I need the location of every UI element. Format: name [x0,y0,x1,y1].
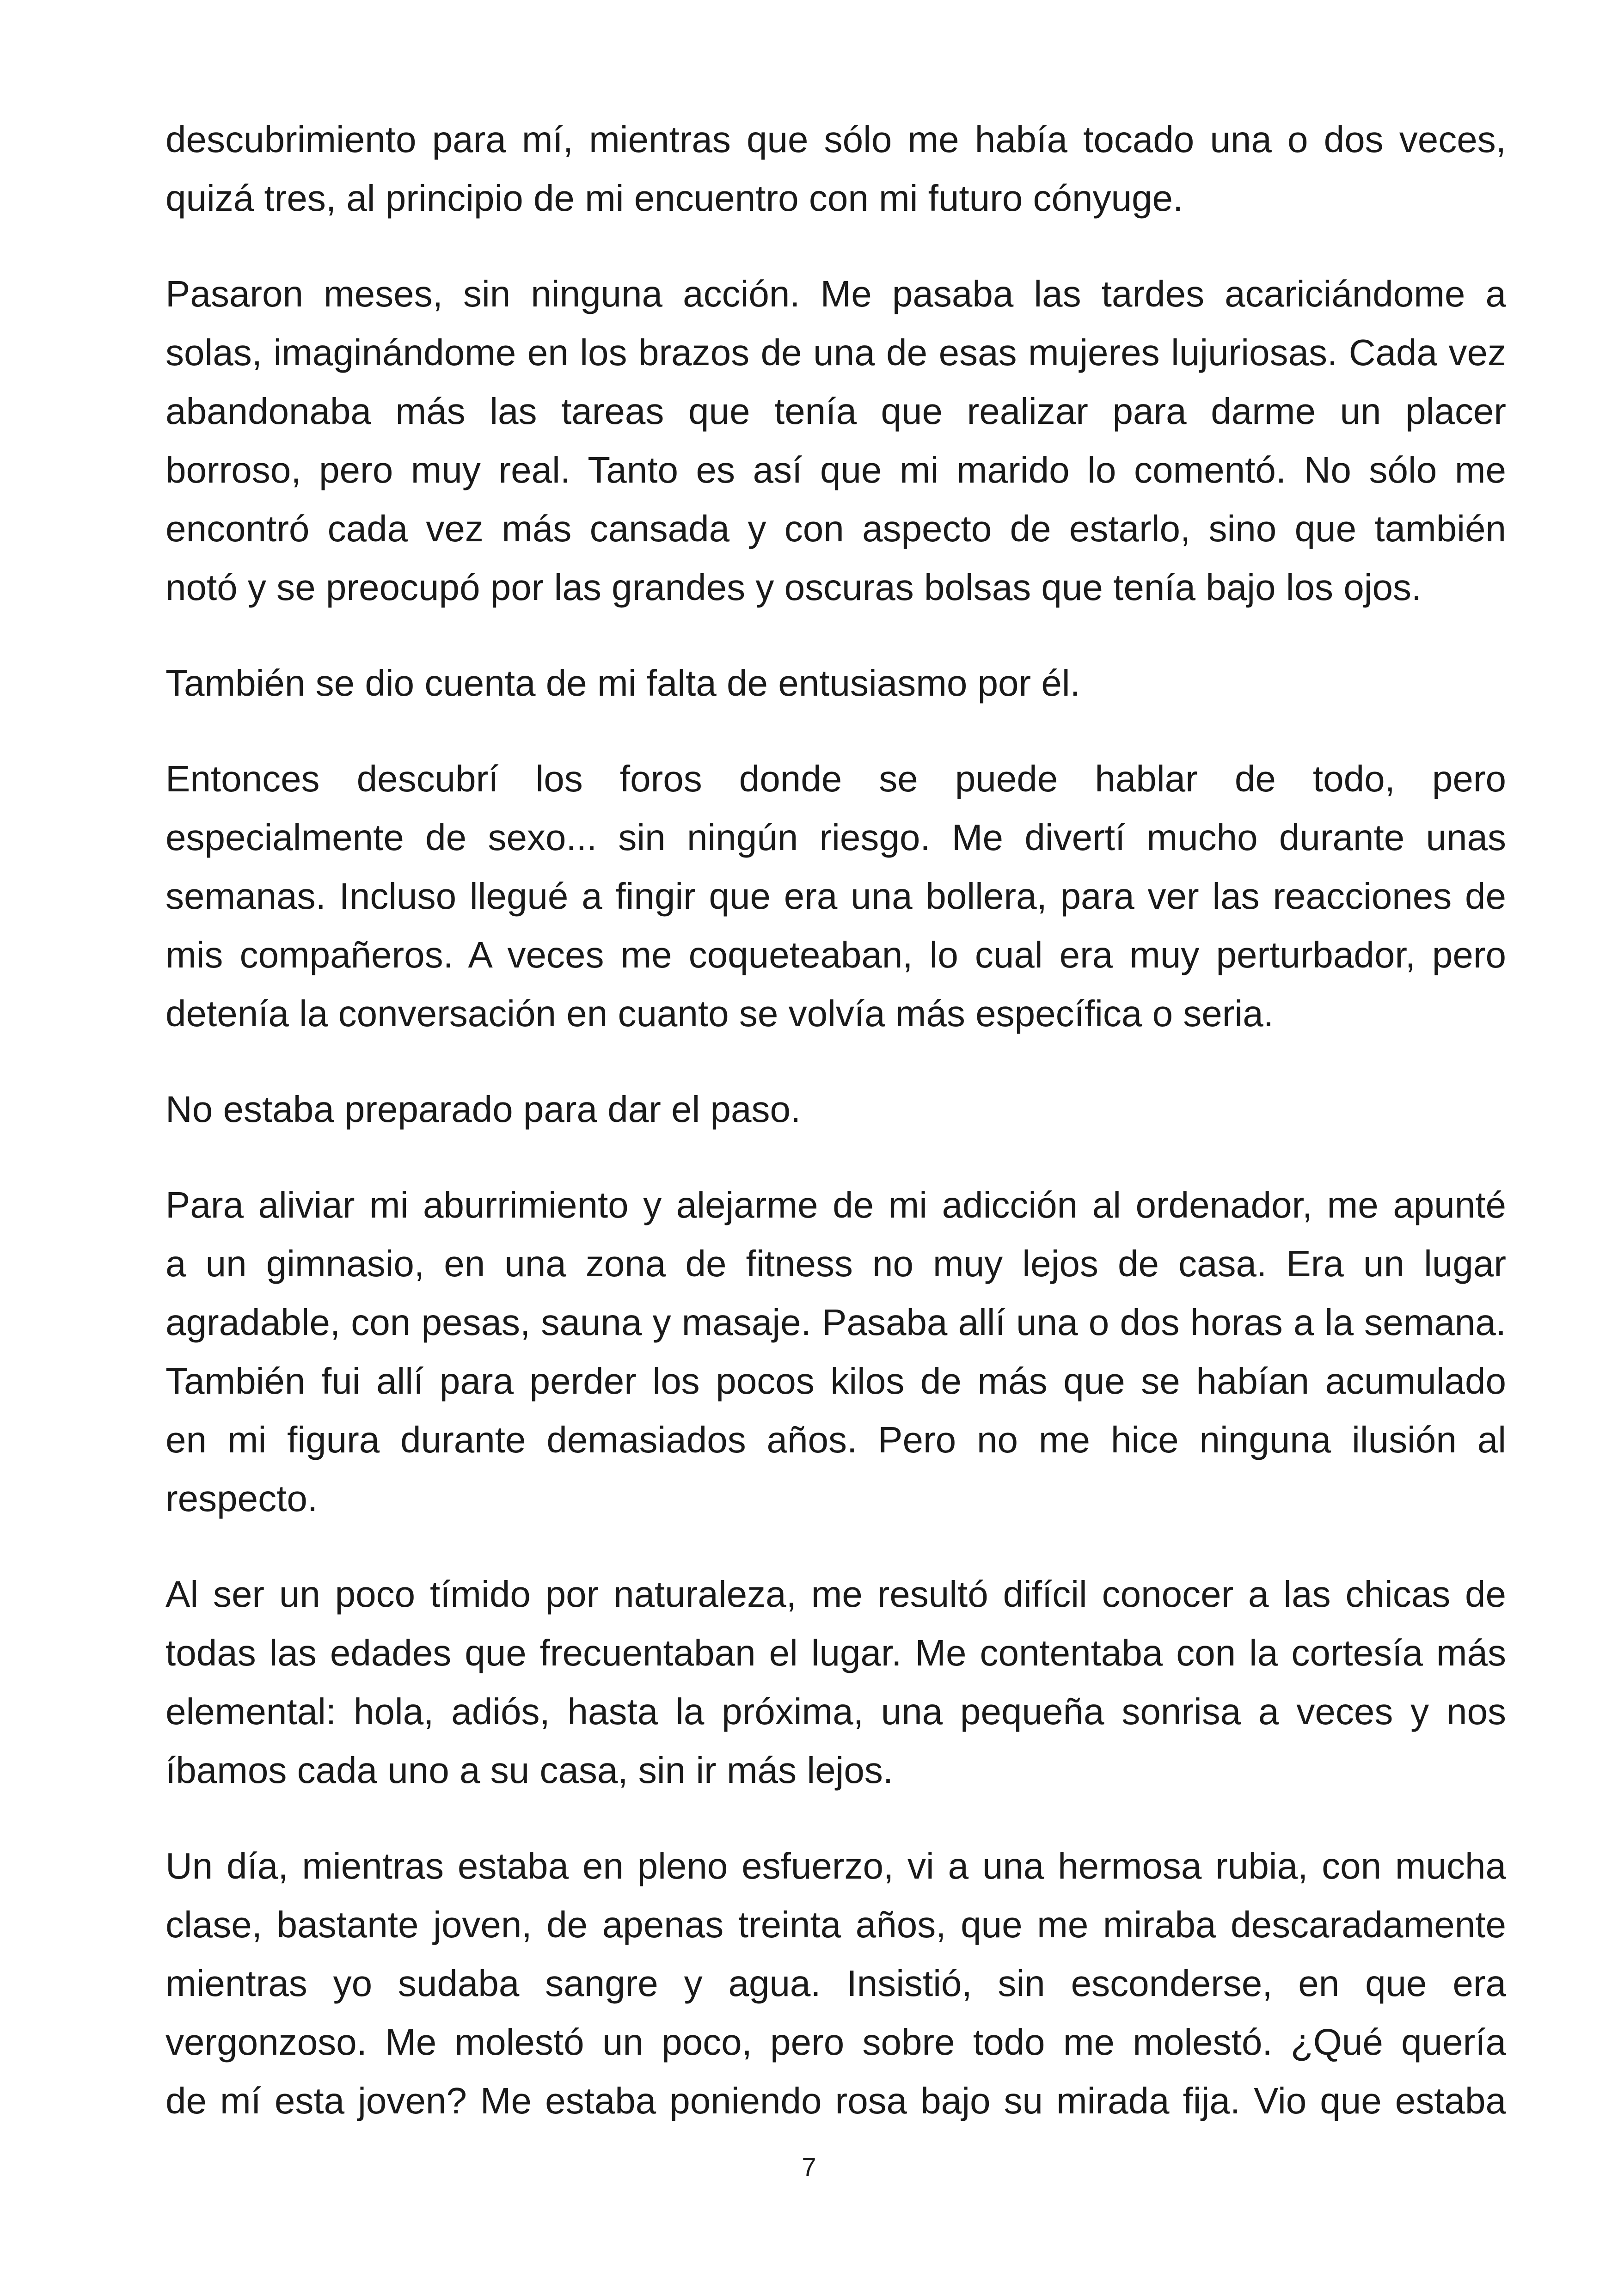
text-line: en mi figura durante demasiados años. Pero no me hice ninguna ilusión al [165,1419,1506,1460]
paragraph [165,749,1506,1043]
paragraph [165,1080,1506,1139]
text-line: mis compañeros. A veces me coqueteaban, lo cual era muy perturbador, pero [165,934,1506,975]
text-line: Al ser un poco tímido por naturaleza, me resultó difícil conocer a las chicas de [165,1574,1506,1615]
text-line: También se dio cuenta de mi falta de entusiasmo por él. [165,662,1080,704]
text-line: Para aliviar mi aburrimiento y alejarme de mi adicción al ordenador, me apunté [165,1184,1506,1225]
paragraph [165,1565,1506,1800]
text-line: Pasaron meses, sin ninguna acción. Me pasaba las tardes acariciándome a [165,273,1506,314]
paragraph [165,110,1506,227]
text-line: elemental: hola, adiós, hasta la próxima, una pequeña sonrisa a veces y nos [165,1691,1506,1732]
text-line: a un gimnasio, en una zona de fitness no muy lejos de casa. Era un lugar [165,1243,1506,1284]
text-line: encontró cada vez más cansada y con aspecto de estarlo, sino que también [165,508,1506,549]
text-line: Entonces descubrí los foros donde se puede hablar de todo, pero [165,758,1506,799]
paragraph [165,1837,1506,2130]
text-line: íbamos cada uno a su casa, sin ir más lejos. [165,1750,894,1791]
paragraph [165,264,1506,617]
text-line: Un día, mientras estaba en pleno esfuerzo, vi a una hermosa rubia, con mucha [165,1845,1506,1886]
page-number: 7 [802,2152,816,2181]
text-line: borroso, pero muy real. Tanto es así que mi marido lo comentó. No sólo me [165,449,1506,490]
text-line: mientras yo sudaba sangre y agua. Insistió, sin esconderse, en que era [165,1963,1506,2004]
paragraph [165,654,1506,712]
text-line: vergonzoso. Me molestó un poco, pero sobre todo me molestó. ¿Qué quería [165,2021,1506,2063]
text-line: detenía la conversación en cuanto se volvía más específica o seria. [165,993,1274,1034]
paragraph [165,1176,1506,1528]
text-line: clase, bastante joven, de apenas treinta años, que me miraba descaradamente [165,1904,1506,1945]
text-line: respecto. [165,1478,318,1519]
text-line: descubrimiento para mí, mientras que sólo me había tocado una o dos veces, [165,119,1506,160]
document-body [165,110,1506,2167]
text-line: semanas. Incluso llegué a fingir que era una bollera, para ver las reacciones de [165,876,1506,917]
text-line: agradable, con pesas, sauna y masaje. Pasaba allí una o dos horas a la semana. [165,1302,1506,1343]
text-line: de mí esta joven? Me estaba poniendo rosa bajo su mirada fija. Vio que estaba [165,2080,1506,2121]
text-line: No estaba preparado para dar el paso. [165,1089,801,1130]
text-line: todas las edades que frecuentaban el lugar. Me contentaba con la cortesía más [165,1632,1506,1673]
text-line: abandonaba más las tareas que tenía que realizar para darme un placer [165,391,1506,432]
text-line: quizá tres, al principio de mi encuentro con mi futuro cónyuge. [165,178,1183,219]
text-line: especialmente de sexo... sin ningún riesgo. Me divertí mucho durante unas [165,817,1506,858]
text-line: solas, imaginándome en los brazos de una de esas mujeres lujuriosas. Cada vez [165,332,1506,373]
text-line: notó y se preocupó por las grandes y oscuras bolsas que tenía bajo los ojos. [165,567,1422,608]
text-line: También fui allí para perder los pocos kilos de más que se habían acumulado [165,1360,1506,1402]
